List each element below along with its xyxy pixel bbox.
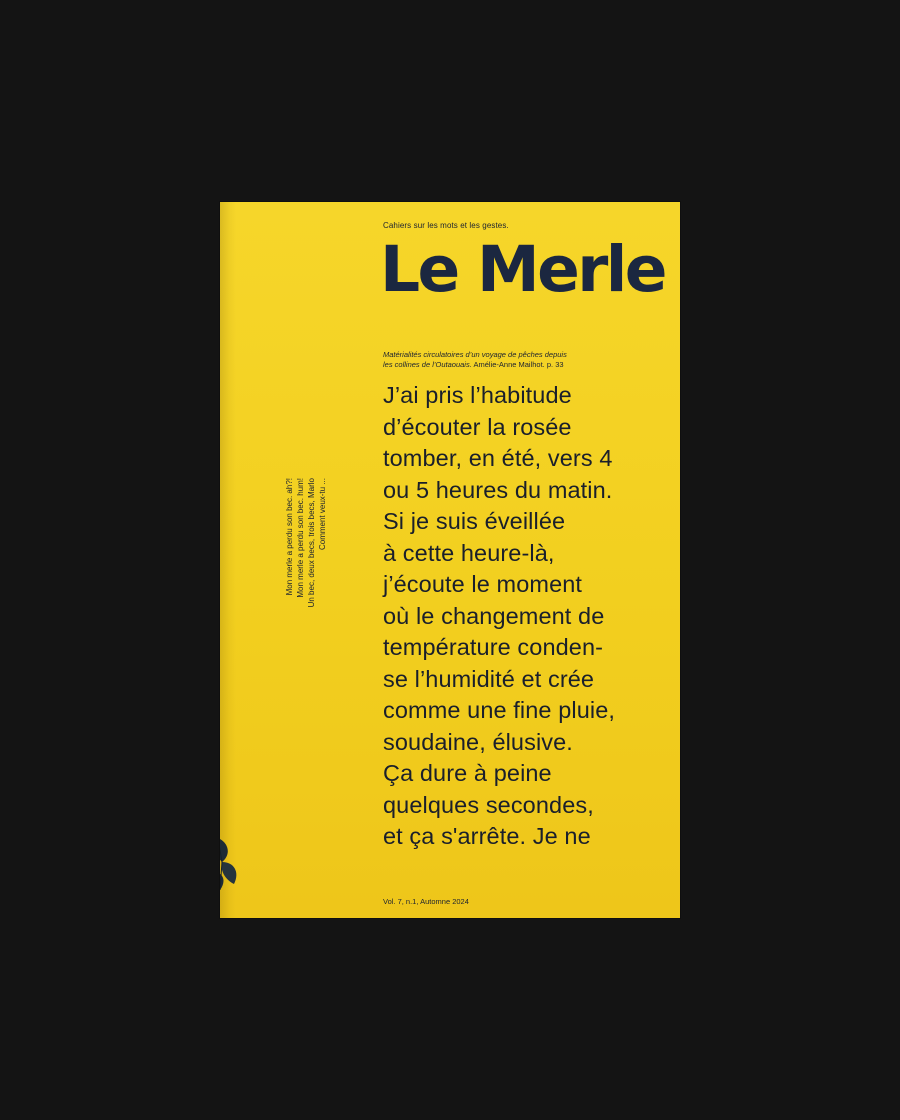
body-line: ou 5 heures du matin. [383, 476, 613, 503]
body-line: à cette heure-là, [383, 539, 555, 566]
body-line: tomber, en été, vers 4 [383, 445, 613, 471]
body-text [383, 380, 680, 853]
rhyme-line: Un bec, deux becs, trois becs, Marlo [307, 478, 316, 608]
body-line: température conden- [383, 634, 604, 660]
spine-edge [220, 202, 236, 918]
magazine-cover [220, 202, 680, 918]
body-line: J’ai pris l’habitude [383, 382, 572, 408]
leaf-icon [220, 832, 246, 897]
tagline: Cahiers sur les mots et les gestes. [383, 221, 509, 230]
rotated-rhyme [284, 478, 336, 628]
magazine-title: Le Merle [380, 233, 665, 306]
issue-info: Vol. 7, n.1, Automne 2024 [383, 897, 469, 906]
body-line: soudaine, élusive. [383, 728, 573, 755]
excerpt-author: Amélie-Anne Mailhot. p. 33 [473, 360, 564, 369]
body-line: où le changement de [383, 602, 605, 629]
body-line: comme une fine pluie, [383, 697, 616, 723]
body-line: se l’humidité et crée [383, 665, 595, 692]
body-line: Ça dure à peine [383, 760, 552, 786]
excerpt-title-line2: les collines de l’Outaouais. [383, 360, 472, 369]
excerpt-credit [383, 350, 603, 370]
excerpt-title-line1: Matérialités circulatoires d’un voyage de pêches depuis [383, 350, 567, 359]
rhyme-line: Mon merle a perdu son bec. hum! [296, 478, 305, 598]
rhyme-line: Mon merle a perdu son bec. ah?! [285, 478, 294, 596]
body-line: j’écoute le moment [383, 571, 583, 597]
body-line: quelques secondes, [383, 791, 594, 818]
body-line: et ça s'arrête. Je ne [383, 823, 591, 849]
rhyme-line: Comment veux-tu ... [318, 478, 327, 551]
body-line: Si je suis éveillée [383, 508, 566, 534]
body-line: d’écouter la rosée [383, 413, 572, 440]
